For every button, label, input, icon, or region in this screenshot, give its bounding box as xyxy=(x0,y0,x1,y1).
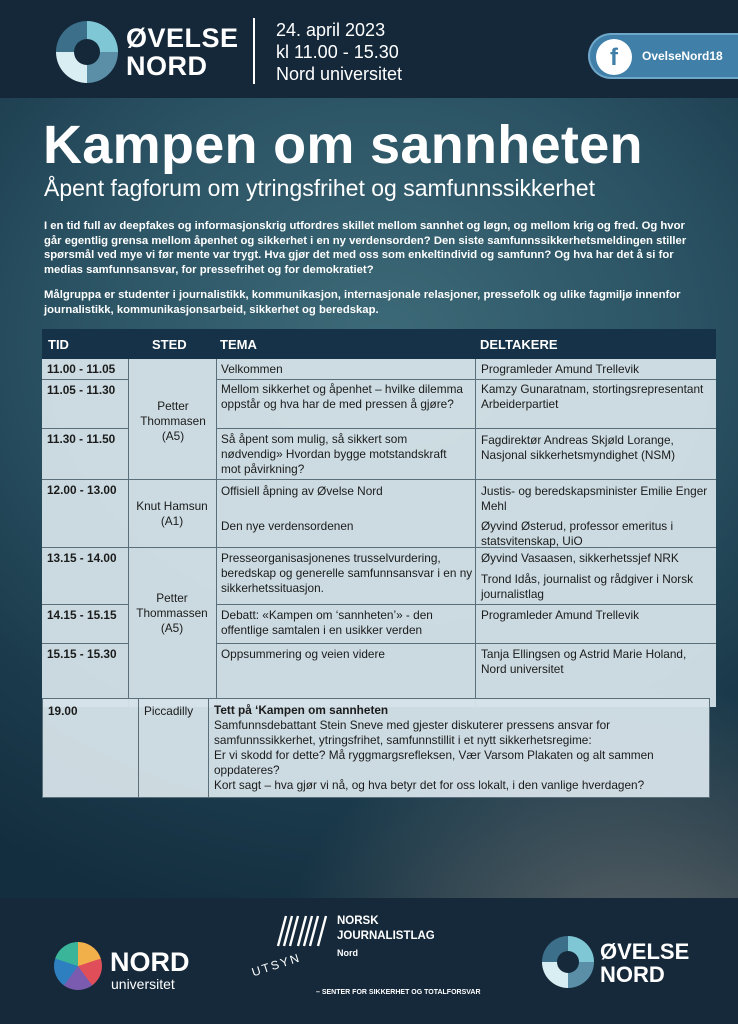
facebook-label: OvelseNord18 xyxy=(642,49,723,63)
row6-time: 14.15 - 15.15 xyxy=(47,608,117,622)
utsyn-logo: UTSYN xyxy=(250,950,303,980)
row4-participants-b: Øyvind Østerud, professor emeritus i statsvitenskap, UiO xyxy=(481,519,674,548)
place-knut-hamsun: Knut Hamsun (A1) xyxy=(136,499,208,528)
row2-participants: Kamzy Gunaratnam, stortingsrepresentant Arbeiderpartiet xyxy=(481,382,704,411)
ovelse-nord-footer-text xyxy=(600,940,689,986)
row7-topic: Oppsummering og veien videre xyxy=(221,647,385,661)
header-topic: TEMA xyxy=(220,337,257,352)
page-subtitle: Åpent fagforum om ytringsfrihet og samfunnssikkerhet xyxy=(44,175,595,201)
logo-line1: ØVELSE xyxy=(126,23,239,53)
row3-topic: Så åpent som mulig, så sikkert som nødvendig» Hvordan bygge motstandskraft mot påvirkning? xyxy=(221,432,447,476)
evening-title: Tett på ‘Kampen om sannheten xyxy=(214,703,389,717)
ovelse-nord-logo-icon xyxy=(56,21,118,83)
schedule-header-row xyxy=(42,329,716,359)
nj-line1: NORSK xyxy=(337,915,379,927)
evening-line1: Samfunnsdebattant Stein Sneve med gjester diskuterer pressens ansvar for samfunnssikkerhet, ytringsfrihet, samfunnstillit i et nytt sikkerhetsregime: xyxy=(214,718,611,747)
header-divider xyxy=(253,18,255,84)
facebook-link[interactable] xyxy=(588,33,738,79)
row5-participants-b: Trond Idås, journalist og rådgiver i Norsk journalistlag xyxy=(481,572,693,601)
nord-universitet-logo-icon xyxy=(54,942,102,990)
row1-time: 11.00 - 11.05 xyxy=(47,362,116,376)
event-time: kl 11.00 - 15.30 xyxy=(276,42,399,62)
event-date: 24. april 2023 xyxy=(276,20,386,40)
audience-paragraph: Målgruppa er studenter i journalistikk, kommunikasjon, internasjonale relasjoner, pressefolk og ulike fagmiljø innenfor journalistikk, kommunikasjonsarbeid, sikkerhet og beredskap. xyxy=(44,289,681,316)
ovelse-footer-line1: ØVELSE xyxy=(600,939,690,964)
norsk-journalistlag-logo-icon xyxy=(276,914,328,948)
row3-time: 11.30 - 11.50 xyxy=(47,432,116,446)
row4-time: 12.00 - 13.00 xyxy=(47,483,117,497)
row1-topic: Velkommen xyxy=(221,362,283,376)
schedule-body xyxy=(42,359,716,707)
header-bar xyxy=(0,0,738,98)
row6-participants: Programleder Amund Trellevik xyxy=(481,608,640,622)
place-petter-thommasen: Petter Thommasen (A5) xyxy=(140,399,206,443)
row4-topic-a: Offisiell åpning av Øvelse Nord xyxy=(221,484,383,498)
row4-topic-b: Den nye verdensordenen xyxy=(221,519,354,533)
ovelse-footer-line2: NORD xyxy=(600,962,665,987)
row1-participants: Programleder Amund Trellevik xyxy=(481,362,640,376)
utsyn-sub: – SENTER FOR SIKKERHET OG TOTALFORSVAR xyxy=(316,989,481,996)
logo-line2: NORD xyxy=(126,51,208,81)
ovelse-nord-footer-logo-icon xyxy=(542,936,594,988)
nord-logo-sub: universitet xyxy=(111,976,175,992)
nj-logo-text xyxy=(337,914,435,944)
nord-logo-name: NORD xyxy=(110,947,190,977)
row3-participants: Fagdirektør Andreas Skjøld Lorange, Nasjonal sikkerhetsmyndighet (NSM) xyxy=(481,433,676,462)
facebook-icon: f xyxy=(596,39,632,75)
row5-participants-a: Øyvind Vasaasen, sikkerhetssjef NRK xyxy=(481,551,679,565)
row5-topic: Presseorganisasjonenes trusselvurdering, beredskap og generelle samfunnsansvar i en ny sikkerhetssituasjon. xyxy=(221,551,473,595)
row2-topic: Mellom sikkerhet og åpenhet – hvilke dilemma oppstår og hva har de med pressen å gjøre? xyxy=(221,382,463,411)
row7-time: 15.15 - 15.30 xyxy=(47,647,117,661)
header-participants: DELTAKERE xyxy=(480,337,558,352)
header-place: STED xyxy=(152,337,187,352)
ovelse-nord-logo-text xyxy=(126,24,239,80)
place-petter-thommassen: Petter Thommassen (A5) xyxy=(136,591,208,635)
row2-time: 11.05 - 11.30 xyxy=(47,383,116,397)
page-title: Kampen om sannheten xyxy=(43,115,643,175)
header-time: TID xyxy=(48,337,69,352)
evening-event-table xyxy=(42,698,710,798)
intro-paragraph: I en tid full av deepfakes og informasjonskrig utfordres skillet mellom sannhet og løgn, og mellom krig og fred. Og hvor går egentlig grensa mellom åpenhet og sikkerhet i en ny verdensorden? Den siste samfunnssikkerhetsmeldingen stiller spørsmål ved mye vi før mente var trygt. Hva gjør det med oss som enkeltindivid og samfunn? Og hva har det å si for medias samfunnsansvar, for pressefrihet og for demokratiet? xyxy=(44,220,687,276)
event-info xyxy=(276,19,402,85)
evening-time: 19.00 xyxy=(48,704,78,718)
nj-sub: Nord xyxy=(337,948,358,958)
evening-place: Piccadilly xyxy=(144,704,194,718)
evening-line3: Kort sagt – hva gjør vi nå, og hva betyr det for oss lokalt, i den vanlige hverdagen? xyxy=(214,778,645,792)
nj-line2: JOURNALISTLAG xyxy=(337,930,435,942)
row4-participants-a: Justis- og beredskapsminister Emilie Enger Mehl xyxy=(481,484,708,513)
row7-participants: Tanja Ellingsen og Astrid Marie Holand, Nord universitet xyxy=(481,647,687,676)
row5-time: 13.15 - 14.00 xyxy=(47,551,117,565)
row6-topic: Debatt: «Kampen om ‘sannheten’» - den offentlige samtalen i en usikker verden xyxy=(221,608,433,637)
event-venue: Nord universitet xyxy=(276,64,403,84)
evening-line2: Er vi skodd for dette? Må ryggmargsrefleksen, Vær Varsom Plakaten og alt sammen oppdateres? xyxy=(214,748,654,777)
